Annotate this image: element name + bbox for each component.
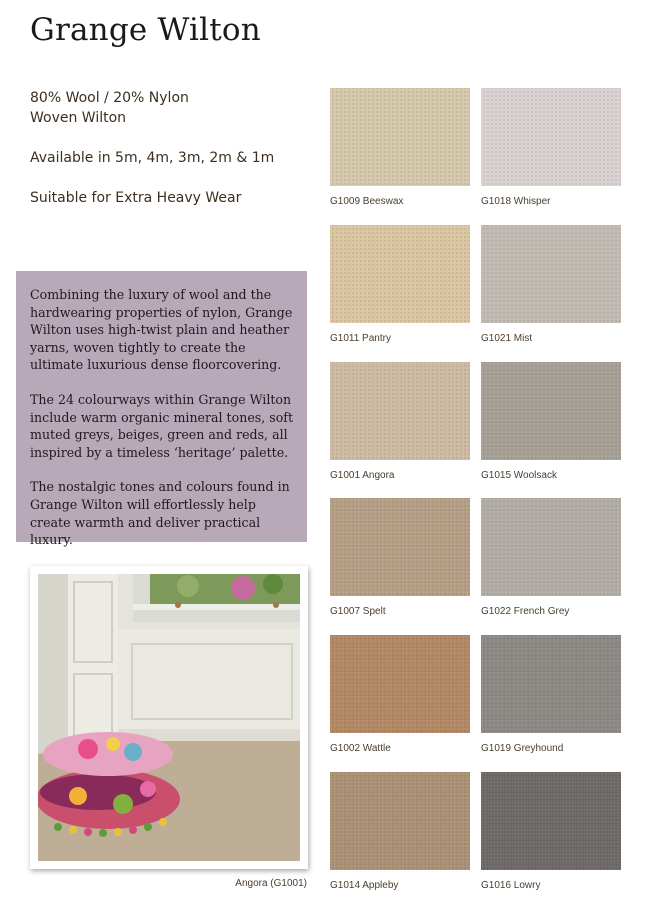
swatch-label: G1016 Lowry <box>481 880 541 891</box>
description-paragraph: The nostalgic tones and colours found in Grange Wilton will effortlessly help create warmth and deliver practical luxury. <box>30 479 290 548</box>
swatch-label: G1007 Spelt <box>330 606 386 617</box>
swatch-label: G1021 Mist <box>481 333 533 344</box>
colour-swatch <box>330 772 470 870</box>
colour-swatch <box>330 225 470 323</box>
product-specs <box>30 88 274 208</box>
swatch-label: G1022 French Grey <box>481 606 570 617</box>
spec-wear: Suitable for Extra Heavy Wear <box>30 190 242 206</box>
colour-swatch <box>330 362 470 460</box>
swatch-label: G1011 Pantry <box>330 333 391 344</box>
description-paragraph: The 24 colourways within Grange Wilton include warm organic mineral tones, soft muted greys, beiges, green and reds, all inspired by a timeless ‘heritage’ palette. <box>30 391 294 460</box>
colour-swatch <box>330 635 470 733</box>
swatch-label: G1015 Woolsack <box>481 470 557 481</box>
spec-widths: Available in 5m, 4m, 3m, 2m & 1m <box>30 150 275 166</box>
spec-composition: 80% Wool / 20% Nylon <box>30 90 189 106</box>
swatch-label: G1018 Whisper <box>481 196 551 207</box>
spec-construction: Woven Wilton <box>30 110 127 126</box>
cushion-pompoms <box>54 823 62 831</box>
photo-caption: Angora (G1001) <box>235 878 307 889</box>
window-flowers <box>231 576 255 600</box>
colour-swatch <box>481 498 621 596</box>
colour-swatch <box>481 635 621 733</box>
colour-swatch <box>481 362 621 460</box>
window-latch <box>175 602 181 608</box>
description-paragraph: Combining the luxury of wool and the hardwearing properties of nylon, Grange Wilton uses high-twist plain and heather yarns, woven tightly to create the ultimate luxurious dense floorcovering. <box>30 287 293 373</box>
colour-swatch <box>330 498 470 596</box>
swatch-label: G1019 Greyhound <box>481 743 564 754</box>
swatch-label: G1014 Appleby <box>330 880 399 891</box>
room-photo <box>30 566 308 869</box>
swatch-label: G1001 Angora <box>330 470 395 481</box>
page-title: Grange Wilton <box>30 12 261 48</box>
description-box <box>16 271 307 548</box>
cushion-top <box>43 732 173 776</box>
colour-swatch <box>481 772 621 870</box>
swatch-label: G1002 Wattle <box>330 743 391 754</box>
colour-swatch <box>481 225 621 323</box>
room-photo-illustration <box>38 574 300 861</box>
swatch-label: G1009 Beeswax <box>330 196 404 207</box>
colour-swatch <box>481 88 621 186</box>
colour-swatch <box>330 88 470 186</box>
